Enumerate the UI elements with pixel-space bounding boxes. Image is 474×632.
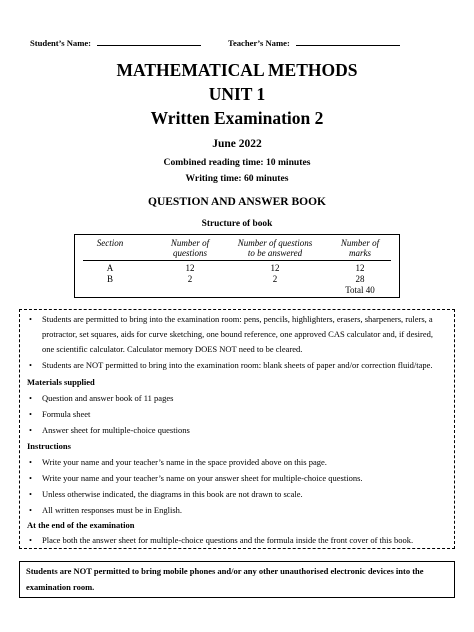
- teacher-name-label: Teacher’s Name:: [228, 38, 290, 48]
- row-b-section: B: [106, 274, 113, 284]
- row-a-answered: 12: [270, 263, 280, 273]
- header-divider: [83, 260, 391, 261]
- title-exam: Written Examination 2: [150, 108, 324, 128]
- bullet-icon: •: [29, 505, 32, 515]
- teacher-name-line[interactable]: [296, 37, 400, 46]
- instruction-item: All written responses must be in English.: [42, 505, 183, 515]
- reading-time: Combined reading time: 10 minutes: [163, 157, 311, 168]
- permitted-line-3: one scientific calculator. Calculator memory DOES NOT need to be cleared.: [42, 344, 303, 354]
- bullet-icon: •: [29, 425, 32, 435]
- row-b-questions: 2: [187, 274, 193, 284]
- material-item: Question and answer book of 11 pages: [42, 393, 174, 403]
- bullet-icon: •: [29, 409, 32, 419]
- material-item: Formula sheet: [42, 409, 91, 419]
- instructions-heading: Instructions: [27, 441, 71, 451]
- teacher-name-field[interactable]: [228, 37, 400, 48]
- instruction-item: Write your name and your teacher’s name on your answer sheet for multiple-choice questions.: [42, 473, 363, 483]
- marks-total: Total 40: [345, 285, 375, 295]
- not-permitted-text: Students are NOT permitted to bring into the examination room: blank sheets of paper and/or correction fluid/tape.: [42, 360, 433, 370]
- title-subject: MATHEMATICAL METHODS: [116, 60, 358, 80]
- bullet-icon: •: [29, 393, 32, 403]
- header-questions-to-answer: Number of questions to be answered: [237, 238, 313, 258]
- permitted-line-2: protractor, set squares, aids for curve sketching, one bound reference, one approved CAS calculator and, if desired,: [42, 329, 433, 339]
- bullet-icon: •: [29, 535, 32, 545]
- material-item: Answer sheet for multiple-choice questions: [42, 425, 190, 435]
- title-unit: UNIT 1: [208, 84, 266, 104]
- row-b-marks: 28: [355, 274, 365, 284]
- instruction-item: Write your name and your teacher’s name in the space provided above on this page.: [42, 457, 327, 467]
- book-title: QUESTION AND ANSWER BOOK: [148, 196, 326, 208]
- structure-heading: Structure of book: [201, 219, 273, 229]
- bullet-icon: •: [29, 457, 32, 467]
- student-name-field[interactable]: [30, 37, 201, 48]
- student-name-line[interactable]: [97, 37, 201, 46]
- header-number-of-questions: Number of questions: [170, 238, 210, 258]
- bullet-icon: •: [29, 473, 32, 483]
- student-name-label: Student’s Name:: [30, 38, 92, 48]
- row-a-section: A: [106, 263, 114, 273]
- writing-time: Writing time: 60 minutes: [185, 173, 289, 184]
- row-a-questions: 12: [185, 263, 195, 273]
- bullet-icon: •: [29, 314, 32, 324]
- row-b-answered: 2: [272, 274, 278, 284]
- bullet-icon: •: [29, 360, 32, 370]
- header-number-of-marks: Number of marks: [340, 238, 380, 258]
- instructions-box: [19, 309, 455, 549]
- row-a-marks: 12: [355, 263, 365, 273]
- warning-line-1: Students are NOT permitted to bring mobile phones and/or any other unauthorised electronic devices into the: [26, 566, 424, 576]
- permitted-line-1: Students are permitted to bring into the examination room: pens, pencils, highlighters, erasers, sharpeners, rulers, a: [42, 314, 433, 324]
- end-heading: At the end of the examination: [27, 520, 135, 530]
- exam-date: June 2022: [212, 138, 262, 150]
- header-section: Section: [96, 238, 124, 248]
- materials-heading: Materials supplied: [27, 377, 95, 387]
- warning-line-2: examination room.: [26, 581, 95, 592]
- instruction-item: Unless otherwise indicated, the diagrams in this book are not drawn to scale.: [42, 489, 303, 499]
- end-item: Place both the answer sheet for multiple-choice questions and the formula inside the front cover of this book.: [42, 535, 414, 545]
- bullet-icon: •: [29, 489, 32, 499]
- devices-warning-box: [19, 561, 455, 598]
- structure-table: [74, 234, 400, 298]
